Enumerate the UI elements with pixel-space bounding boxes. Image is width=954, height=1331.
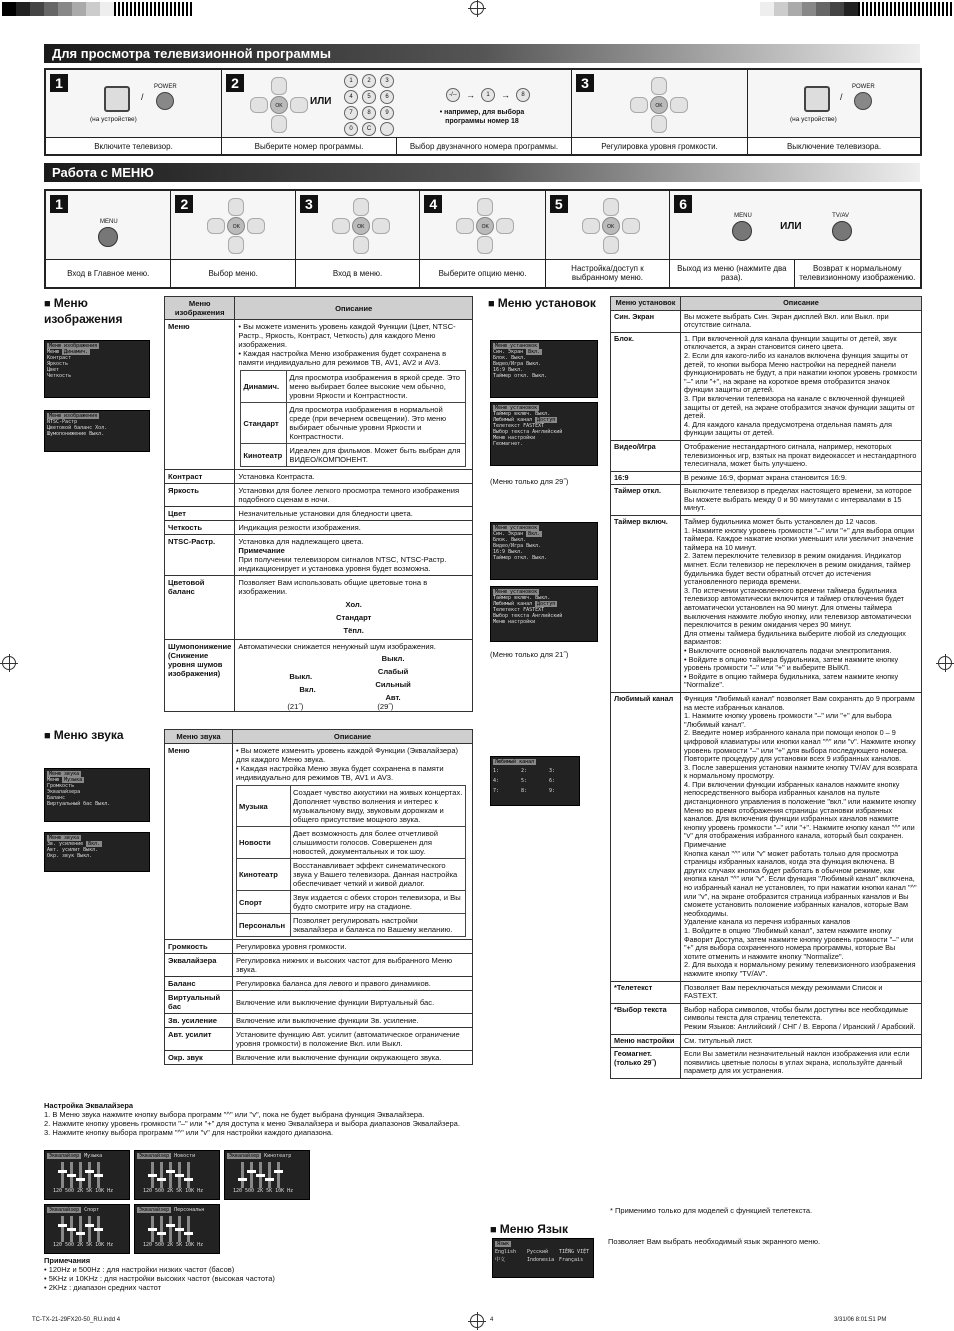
arrow-icon: →: [501, 90, 510, 100]
num-key[interactable]: 7: [344, 106, 358, 120]
tv-main-power-button[interactable]: [804, 86, 830, 112]
caption-21: (Меню только для 21˝): [490, 650, 569, 659]
on-device-note: (на устройстве): [790, 116, 837, 123]
menu-label: MENU: [100, 219, 118, 225]
setup-osd-b: Меню установок Таймер включ. Выкл. Любимый канал Доступ Телетекст FASTEXT Выбор текста Английский Меню настройки Геомагнет.: [490, 402, 598, 466]
separator: /: [840, 92, 843, 102]
table-row: Син. Экран Вы можете выбрать Син. Экран дисплей Вкл. или Выкл. при отсутствие сигнала.: [611, 310, 922, 332]
sound-modes-table: Музыка Создает чувство аккустики на живых концертах. Дополняет чувство волнения и интерес к музыкальному виду, звуковым дорожкам и общего присутствие мощного звука. Новости Дает возможность для более отчетливой слышимости голосов. Совершенен для новостей, документальных и ток шоу. Кинотеатр Восстанавливает эффект синематического звука у Вашего телевизора. Данная настройка обеспечивает четкий и живой диалог. Спорт Звук издается с обеих сторон телевизора, и Вы будто смотрите игру на стадионе. Персональн Позволяет регулировать настройки эквалайзера и баланса по Вашему желанию.: [236, 785, 466, 937]
caption: Включите телевизор.: [46, 138, 222, 154]
language-menu-title: ■ Меню Язык: [490, 1222, 568, 1238]
caption: Настройка/доступ к выбранному меню.: [546, 260, 670, 287]
navigation-pad[interactable]: OK: [454, 198, 516, 254]
step-number: 6: [674, 195, 692, 213]
table-row: Таймер включ. Таймер будильника может быть установлен до 12 часов. 1. Нажмите кнопку уровень громкости "–" или "+" для выбора опции таймера. Каждое нажатие кнопки уменьшит или увеличит значение таймера на 10 минут. 2. Затем переключите телевизор в режим ожидания. Индикатор мигнет. Если телевизор не переключен в режим ожидания, таймер будильника будет вести обратный отсчет до истечения установленного периода времени. 3. По истечении установленного времени таймера будильника телевизор автоматически включится и таймер отключения будет автоматически установлен на 90 минут. Для отмены таймера выключения нажмите любую кнопку, или телевизор автоматически переключится в режим ожидания через 90 минут. Для отмены таймера будильника выберите любой из следующих вариантов: • Выключите основной выключатель подачи электропитания. • Войдите в опцию таймера будильника, затем нажмите кнопку уровень громкости "–" или "+" и выберите ВЫКЛ. • Войдите в опцию таймера будильника, затем нажмите кнопку "Normalize".: [611, 516, 922, 693]
caption: Возврат к нормальному телевизионному изображению.: [799, 264, 916, 283]
language-desc: Позволяет Вам выбрать необходимый язык экранного меню.: [608, 1237, 821, 1246]
table-row: 16:9 В режиме 16:9, формат экрана становится 16:9.: [611, 471, 922, 485]
table-row: Видео/Игра Отображение нестандартного сигнала, например, некоторых телевизионных игр, взятых на прокат видеокассет и нестандартного телесигнала, может быть улучшено.: [611, 440, 922, 471]
table-row: Геомагнет. (только 29˝) Если Вы заметили незначительный наклон изображения или если появились цветные полосы в углах экрана, используйте данный параметр для их устранения.: [611, 1048, 922, 1079]
setup-osd-d: Меню установок Таймер включ. Выкл. Любимый канал Доступ Телетекст FASTEXT Выбор текста Английский Меню настройки: [490, 586, 598, 642]
on-device-note: (на устройстве): [90, 116, 137, 123]
picture-menu-title: ■ Меню изображения: [44, 296, 154, 327]
caption: Выбор меню.: [171, 260, 295, 287]
setup-osd-c: Меню установок Син. Экран Вкл. Блок. Выкл. Видео/Игра Выкл. 16:9 Выкл. Таймер откл. Выкл.: [490, 522, 598, 580]
eq-title: Настройка Эквалайзера: [44, 1101, 134, 1110]
picture-modes-table: Динамич. Для просмотра изображения в яркой среде. Это меню выбирает более высокие чем обычно, уровни Яркости и Контрастности. Стандарт Для просмотра изображения в нормальной среде (при вечернем освещении). Это меню выбирает обычные уровни Яркости и Контрастности. Кинотеатр Идеален для фильмов. Может быть выбран для ВИДЕО/КОМПОНЕНТ.: [240, 370, 466, 467]
registration-mark: [938, 656, 952, 670]
tv-main-power-button[interactable]: [104, 86, 130, 112]
col-header: Описание: [235, 297, 473, 320]
footer-page: 4: [490, 1317, 494, 1323]
step-power-off: [748, 70, 920, 137]
sound-menu-table: Меню звука Описание Меню • Вы можете изменить уровень каждой Функции (Эквалайзера) для каждого Меню звука. • Каждая настройка Меню звука будет сохранена в памяти индивидуально для режимов ТВ, AV1 и AV3. Музыка Создает чувство аккустики на живых концертах. Дополняет чувство волнения и интерес к музыкальному виду, звуковым дорожкам и общего присутствие мощного звука. Новости Дает возможность для более отчетливой слышимости голосов. Совершенен для новостей, документальных и ток шоу. Кинотеатр Восстанавливает эффект синематического звука у Вашего телевизора. Данная настройка обеспечивает четкий и живой диалог. Спорт Звук издается с обеих сторон телевизора, и Вы будто смотрите игру на стадионе. Персональн Позволяет регулировать настройки эквалайзера и баланса по Вашему желанию. Громкость Регулировка уровня громкости. Эквалайзера Регулировка нижних и высоких частот для выбранного Меню звука. Баланс Регулировка баланса для левого и правого динамиков. Виртуальный бас Включение или выключение функции Виртуальный бас. Зв. усиление Включение или выключение функции Зв. усиление. Авт. усилит Установите функцию Авт. усилит (автоматическое ограничение уровня громкости) в положение Вкл. или Выкл. Окр. звук Включение или выключение функции окружающего звука.: [164, 729, 473, 1065]
example-key[interactable]: -/--: [446, 88, 460, 102]
step-number: 4: [424, 195, 442, 213]
remote-power-button[interactable]: [156, 92, 174, 110]
menu-label: MENU: [734, 213, 752, 219]
menu-step-5: [546, 191, 670, 259]
col-header: Меню изображения: [165, 297, 235, 320]
navigation-pad[interactable]: OK: [205, 198, 267, 254]
example-key[interactable]: 8: [516, 88, 530, 102]
col-header: Меню звука: [165, 730, 233, 744]
step-number: 2: [175, 195, 193, 213]
setup-menu-title: ■ Меню установок: [488, 296, 598, 312]
num-key[interactable]: 5: [362, 90, 376, 104]
table-row: Таймер откл. Выключите телевизор в пределах настоящего времени, за которое Вы можете выбрать между 0 и 90 минутами с интервалами в 15 минут.: [611, 485, 922, 516]
num-key[interactable]: 9: [380, 106, 394, 120]
num-key[interactable]: 8: [362, 106, 376, 120]
picture-osd-1: Меню изображения Меню Динамич. Контраст Яркость Цвет Четкость: [44, 340, 150, 398]
caption-29: (Меню только для 29˝): [490, 477, 569, 486]
registration-mark: [470, 1314, 484, 1328]
num-key[interactable]: C: [362, 122, 376, 136]
power-label: POWER: [852, 84, 875, 90]
menu-step-2: [171, 191, 295, 259]
registration-mark: [470, 1, 484, 15]
menu-steps: [44, 189, 922, 289]
num-key[interactable]: 3: [380, 74, 394, 88]
registration-mark: [2, 656, 16, 670]
table-row: Меню настройки См. титульный лист.: [611, 1034, 922, 1048]
example-key[interactable]: 1: [481, 88, 495, 102]
example-keys-18: [446, 88, 530, 102]
menu-step-6: [670, 191, 920, 259]
arrow-icon: →: [466, 90, 475, 100]
or-label: ИЛИ: [310, 96, 332, 107]
footer-file: TC-TX-21-29FX20-50_RU.indd 4: [32, 1317, 121, 1323]
num-key[interactable]: [380, 122, 394, 136]
table-row: *Телетекст Позволяет Вам переключаться между режимами Список и FASTEXT.: [611, 981, 922, 1003]
caption: Вход в Главное меню.: [46, 260, 171, 287]
volume-pad[interactable]: OK: [628, 77, 690, 133]
col-header: Описание: [681, 297, 922, 311]
remote-power-button[interactable]: [854, 92, 872, 110]
menu-button[interactable]: [98, 227, 118, 247]
eq-notes: Примечания • 120Hz и 500Hz : для настройки низких частот (басов) • 5KHz и 10KHz : для настройки высоких частот (высокая частота) • 2KHz : диапазон средних частот: [44, 1256, 275, 1292]
example-note: • например, для выбора программы номер 18: [439, 109, 525, 125]
step-number: 1: [50, 195, 68, 213]
footer-date: 3/31/06 8:01:51 PM: [834, 1317, 887, 1323]
navigation-pad[interactable]: OK: [580, 198, 642, 254]
num-key[interactable]: 0: [344, 122, 358, 136]
step-number: 5: [550, 195, 568, 213]
picture-menu-table: Меню изображения Описание Меню • Вы можете изменить уровень каждой Функции (Цвет, NTSC-Растр., Яркость, Контраст, Четкость) для каждого Меню изображения. • Каждая настройка Меню изображения будет сохранена в памяти индивидуально для режимов ТВ, AV1, AV2 и AV3. Динамич. Для просмотра изображения в яркой среде. Это меню выбирает более высокие чем обычно, уровни Яркости и Контрастности. Стандарт Для просмотра изображения в нормальной среде (при вечернем освещении). Это меню выбирает обычные уровни Яркости и Контрастности. Кинотеатр Идеален для фильмов. Может быть выбран для ВИДЕО/КОМПОНЕНТ. Контраст Установка Контраста. Яркость Установки для более легкого просмотра темного изображения подобного сценам в ночи. Цвет Незначительные установки для бледности цвета. Четкость Индикация резкости изображения. NTSC-Растр. Установка для надлежащего цвета. Примечание При получении телевизором сигналов NTSC, NTSC-Растр. индикационирует и установка уровня будет возможна. Цветовой баланс Позволяет Вам использовать общие цветовые тона в изображении. Хол. Стандарт Тёпл. Шумопонижение (Снижение уровня шумов изображения) Автоматически снижается ненужный шум изображения. Выкл. Вкл. Выкл. Слабый Сильный Авт. (21˝) (29˝): [164, 296, 473, 712]
step-number: 3: [576, 74, 594, 92]
step-2-select-program: [222, 70, 572, 137]
tvav-button[interactable]: [832, 221, 852, 241]
or-label: ИЛИ: [780, 221, 802, 232]
menu-step-1: [46, 191, 171, 259]
col-header: Описание: [233, 730, 473, 744]
num-key[interactable]: 4: [344, 90, 358, 104]
setup-menu-table: [610, 296, 922, 1079]
footnote: * Применимо только для моделей с функцией телетекста.: [610, 1206, 813, 1215]
eq-panel: Эквалайзер Спорт 120 500 2K 5K 10K Hz: [44, 1204, 130, 1254]
picture-osd-2: Меню изображения NTSC-Растр Цветовой баланс Хол. Шумопонижение Выкл.: [44, 410, 150, 452]
eq-steps: 1. В Меню звука нажмите кнопку выбора программ "^" или "v", пока не будет выбрана функция Эквалайзера. 2. Нажмите кнопку уровень громкости "–" или "+" для доступа к меню Эквалайзера и выбора диапазонов Эквалайзера. 3. Нажмите кнопку выбора программ "^" или "v" для настройки каждого диапазона.: [44, 1110, 460, 1137]
num-key[interactable]: 2: [362, 74, 376, 88]
numeric-keypad: [344, 74, 396, 136]
caption: Выход из меню (нажмите два раза).: [670, 260, 794, 287]
sound-menu-title: ■ Меню звука: [44, 728, 154, 744]
table-row: Любимый канал Функция "Любимый канал" позволяет Вам сохранять до 9 программ на месте избранных каналов. 1. Нажмите кнопку уровень громкости "–" или "+" для выбора "Любимый канал". 2. Введите номер избранного канала при помощи кнопок 0 – 9 цифровой клавиатуры или кнопки канал "^" или "v". Нажмите кнопку уровень громкости "–" или "+" для выбора последующего номера. Повторите процедуру для установки всех 9 избранных каналов. 3. После завершения установки нажмите кнопку TV/AV для возврата к нормальному просмотру. 4. При включении функции избранных каналов нажмите кнопку непосредственного выбора избранных каналов на пульте дистанционного управления в положение "вкл." или нажмите кнопку Меню во время отображения страницы установки избранных каналов. Для включения функции избранных каналов нажмите кнопку уровень громкости "–" или "+". Нажмите кнопку канал "^" или "v" для отображения избранного канала, который был сохранен. Примечание Кнопка канал "^" или "v" может работать только для просмотра страницы избранных каналов, когда эта функция включена. В других случаях кнопка будет работать в обычном режиме, как кнопка канал "^" или "v". Если функция "Любимый канал" включена, но избранный канал не установлен, то при нажатии кнопки канал "^" или "v", на экране отобразится страница избранных каналов и Вы сможете установить положение избранных каналов, которые Вам необходимы. Удаление канала из перечня избранных каналов 1. Войдите в опцию "Любимый канал", затем нажмите кнопку Фаворит Доступа, затем нажмите кнопку уровень громкости "–" или "+" для выбора сохраненного номера программы, которые Вы хотите отменить и нажмите кнопку "Normalize". 2. Для выхода к нормальному режиму телевизионного изображения нажмите кнопку "TV/AV".: [611, 692, 922, 981]
section-header-tv-program: Для просмотра телевизионной программы: [44, 44, 920, 63]
num-key[interactable]: 1: [344, 74, 358, 88]
step-number: 3: [300, 195, 318, 213]
menu-step-3: [296, 191, 420, 259]
power-label: POWER: [154, 84, 177, 90]
caption: Выберите номер программы.: [222, 138, 397, 154]
section-header-menu: Работа с МЕНЮ: [44, 163, 920, 182]
caption: Выбор двузначного номера программы.: [397, 138, 572, 154]
step-number: 2: [226, 74, 244, 92]
language-osd: Язык English Русский TIẾNG VIỆT 中文 Indonesia Français: [492, 1238, 594, 1278]
table-row: *Выбор текста Выбор набора символов, чтобы были доступны все необходимые символы текста для страниц телетекста. Режим Языков: Английский / СНГ / В. Европа / Иранский / Арабский.: [611, 1003, 922, 1034]
caption: Выберите опцию меню.: [420, 260, 545, 287]
caption: Регулировка уровня громкости.: [572, 138, 748, 154]
col-header: Меню установок: [611, 297, 681, 311]
step-1-power-on: [46, 70, 222, 137]
eq-panel: Эквалайзер Персональн 120 500 2K 5K 10K Hz: [134, 1204, 220, 1254]
menu-step-4: [420, 191, 545, 259]
favourite-channel-osd: Любимый канал 1: 2: 3: 4: 5: 6: 7: 8: 9:: [490, 756, 580, 806]
navigation-pad[interactable]: OK: [330, 198, 392, 254]
navigation-pad[interactable]: OK: [248, 77, 310, 133]
step-3-volume: [572, 70, 748, 137]
tvav-label: TV/AV: [832, 213, 850, 219]
sound-osd-2: Меню звука Зв. усиление Вкл. Авт. усилит Выкл. Окр. звук Выкл.: [44, 832, 150, 872]
eq-panel: Эквалайзер Кинотеатр 120 500 2K 5K 10K Hz: [224, 1150, 310, 1200]
separator: /: [141, 92, 144, 102]
caption: Выключение телевизора.: [786, 141, 882, 151]
sound-osd-1: Меню звука Меню Музыка Громкость Эквалайзера Баланс Виртуальный бас Выкл.: [44, 768, 150, 822]
tv-program-steps: [44, 68, 922, 156]
eq-panel: Эквалайзер Музыка 120 500 2K 5K 10K Hz: [44, 1150, 130, 1200]
table-row: Блок. 1. При включенной для канала функции защиты от детей, звук отключается, а экран становится синего цвета. 2. Если для какого-либо из каналов включена функция защиты от детей, то кнопки выбора Меню настройки на передней панели функционировать не будут, а при нажатии кнопок уровень громкости "–" или "+", на экране на короткое время отобразится значок функции защиты от детей. 3. При включении телевизора на канале с включенной функцией защиты от детей, на экране отобразится значок функции защиты от детей. 4. Для каждого канала предусмотрена отдельная память для функции защиты от детей.: [611, 332, 922, 440]
step-number: 1: [50, 74, 68, 92]
num-key[interactable]: 6: [380, 90, 394, 104]
setup-osd-a: Меню установок Син. Экран Вкл. Блок. Выкл. Видео/Игра Выкл. 16:9 Выкл. Таймер откл. Выкл.: [490, 340, 598, 398]
menu-button[interactable]: [732, 221, 752, 241]
eq-panel: Эквалайзер Новости 120 500 2K 5K 10K Hz: [134, 1150, 220, 1200]
caption: Вход в меню.: [296, 260, 420, 287]
